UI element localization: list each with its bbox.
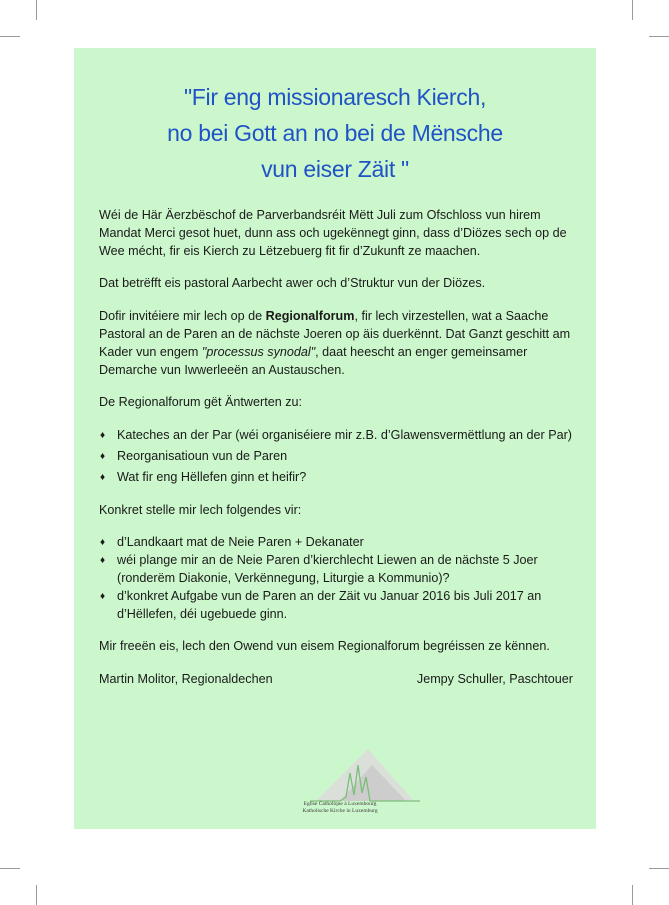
invitation-text: Dofir invitéiere mir lech op de (99, 309, 266, 324)
flyer-title (74, 79, 596, 187)
title-line: no bei Gott an no bei de Mënsche (167, 120, 503, 146)
title-line: vun eiser Zäit " (261, 156, 409, 182)
concrete-list (99, 534, 577, 623)
answers-intro: De Regionalforum gët Äntwerten zu: (99, 395, 303, 410)
bullet-icon: ♦ (100, 555, 106, 567)
list-item: ♦ Wat fir eng Hëllefen ginn et heifir? (99, 469, 577, 487)
structure-paragraph: Dat betrëfft eis pastoral Aarbecht awer och d’Struktur vun der Diözes. (99, 276, 486, 291)
crop-mark (649, 36, 669, 37)
signature-line (99, 671, 577, 689)
bullet-icon: ♦ (100, 430, 106, 442)
list-item: ♦ d’Landkaart mat de Neie Paren + Dekanater (99, 534, 577, 552)
processus-synodal-text: "processus synodal" (201, 344, 316, 359)
list-item: ♦ wéi plange mir an de Neie Paren d’kierchlecht Liewen an de nächste 5 Joer (ronderëm Diakonie, Verkënnegung, Liturgie a Kommunio)? (100, 553, 538, 585)
invitation-paragraph (99, 308, 577, 379)
bullet-icon: ♦ (100, 590, 106, 602)
signature-right: Jempy Schuller, Paschtouer (416, 672, 573, 687)
flyer-panel (74, 48, 596, 829)
crop-mark (0, 36, 20, 37)
crop-mark (0, 868, 20, 869)
crop-mark (632, 0, 633, 20)
intro-paragraph: Wéi de Här Äerzbëschof de Parverbandsréit Mëtt Juli zum Ofschloss vun hirem Mandat Merci gesot huet, dunn ass och ugekënnegt ginn, dass d’Diözes sech op de Wee mécht, fir eis Kierch zu Lëtzebuerg fit fir d’Zukunft ze maachen. (99, 208, 567, 258)
concrete-intro: Konkret stelle mir lech folgendes vir: (99, 502, 302, 517)
crop-mark (649, 868, 669, 869)
answers-list (99, 427, 577, 486)
list-item: ♦ d’konkret Aufgabe vun de Paren an der Zäit vu Januar 2016 bis Juli 2017 an d’Hëllefen, déi ugebuede ginn. (100, 588, 542, 621)
logo-caption: Eglise Catholique à Luxembourg Katholische Kirche in Luxemburg (302, 801, 378, 814)
invitation-text: , fir lech virzestellen, wat a Saache Pastoral an de Paren an de nächste Joeren op äis duerkënnt. Dat Ganzt geschitt am Kader vun engem (99, 309, 571, 359)
list-item: ♦ Kateches an der Par (wéi organiséiere mir z.B. d’Glawensvermëttlung an der Par) (99, 427, 577, 445)
invitation-text: , daat heescht an enger gemeinsamer Demarche vun Iwwerleeën an Austauschen. (99, 344, 528, 377)
crop-mark (36, 885, 37, 905)
closing-paragraph: Mir freeën eis, lech den Owend vun eisem Regionalforum begréissen ze kënnen. (99, 639, 550, 654)
bullet-icon: ♦ (100, 471, 106, 483)
regionalforum-highlight: Regionalforum (265, 309, 355, 324)
title-line: "Fir eng missionaresch Kierch, (183, 84, 487, 110)
list-item: ♦ Reorganisatioun vun de Paren (99, 448, 577, 466)
bullet-icon: ♦ (100, 537, 106, 549)
crop-mark (632, 885, 633, 905)
flyer-body (99, 207, 577, 689)
signature-left: Martin Molitor, Regionaldechen (99, 672, 273, 687)
bullet-icon: ♦ (100, 450, 106, 462)
crop-mark (36, 0, 37, 20)
